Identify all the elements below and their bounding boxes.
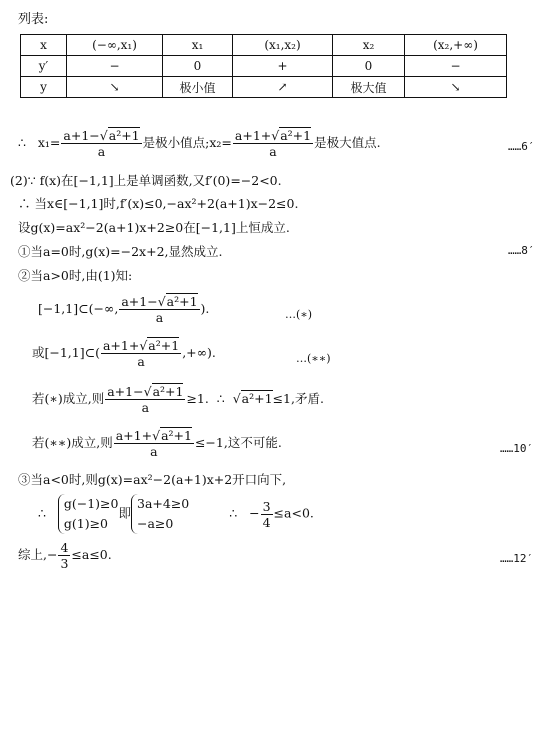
- table-cell: x: [21, 35, 67, 56]
- table-cell: +: [233, 56, 333, 77]
- system-right-eq1: 3a+4≥0: [137, 496, 190, 511]
- conclusion-pre: −: [249, 505, 260, 521]
- case2-line: ②当a>0时,由(1)知:: [18, 268, 133, 283]
- x2-fraction: $\frac{\text{a+1+√a²+1}}{a}$: [234, 128, 312, 159]
- system-right: [131, 494, 189, 534]
- if2-radicand: a²+1: [161, 428, 192, 443]
- table-cell: 极大值: [333, 77, 405, 98]
- table-cell: (x₂,+∞): [405, 35, 507, 56]
- table-cell: 0: [333, 56, 405, 77]
- table-cell: y′: [21, 56, 67, 77]
- conclusion-fraction: [261, 499, 273, 530]
- case3-line: ③当a<0时,则g(x)=ax²−2(a+1)x+2开口向下,: [18, 472, 287, 487]
- subset2-line: [32, 338, 216, 369]
- subset2-post: ,+∞).: [182, 345, 216, 360]
- x1-text: 是极小值点;x₂=: [142, 135, 232, 150]
- if2-line: [32, 428, 282, 459]
- subset2-fraction: $\frac{\text{a+1+√a²+1}}{a}$: [102, 338, 180, 369]
- x1-radicand: a²+1: [108, 128, 140, 143]
- subset2-pre: 或[−1,1]⊂(: [32, 345, 100, 360]
- table-header-row: [21, 35, 507, 56]
- x1-denominator: a: [97, 144, 106, 159]
- table-cell: −: [405, 56, 507, 77]
- table-cell: −: [67, 56, 163, 77]
- if1-rad: a²+1: [241, 391, 273, 406]
- system-mid: 即: [118, 505, 131, 521]
- table-cell: (−∞,x₁): [67, 35, 163, 56]
- if2-numerator: a+1+: [115, 428, 153, 443]
- condition-line: ∴ 当x∈[−1,1]时,f′(x)≤0,−ax²+2(a+1)x−2≤0.: [18, 196, 299, 211]
- score-6: ……6′: [508, 140, 535, 153]
- x1-lhs: x₁=: [37, 135, 61, 150]
- table-cell: x₁: [163, 35, 233, 56]
- if2-fraction: $\frac{\text{a+1+√a²+1}}{a}$: [115, 428, 192, 459]
- summary-numerator: 4: [60, 540, 69, 555]
- table-row: [21, 56, 507, 77]
- score-10: ……10′: [500, 442, 534, 455]
- subset2-tag: …(∗∗): [296, 352, 331, 365]
- x1-fraction: $\frac{\text{a+1−√a²+1}}{a}$: [63, 128, 140, 159]
- subset1-post: ).: [200, 301, 210, 316]
- summary-pre: 综上,−: [18, 547, 58, 562]
- if2-post: ≤−1,这不可能.: [194, 435, 282, 450]
- table-cell: 0: [163, 56, 233, 77]
- x2-text: 是极大值点.: [314, 135, 381, 150]
- case1-line: ①当a=0时,g(x)=−2x+2,显然成立.: [18, 244, 223, 259]
- decreasing-arrow-icon: ↘: [67, 77, 163, 98]
- setup-line: 设g(x)=ax²−2(a+1)x+2≥0在[−1,1]上恒成立.: [18, 220, 290, 235]
- summary-fraction: [58, 540, 70, 571]
- if1-pre: 若(∗)成立,则: [32, 391, 105, 406]
- subset1-tag: …(∗): [285, 308, 313, 321]
- if1-denominator: a: [141, 400, 150, 415]
- x1-numerator: a+1−: [63, 128, 100, 143]
- score-12: ……12′: [500, 552, 534, 565]
- subset1-denominator: a: [155, 310, 164, 325]
- system-left-eq1: g(−1)≥0: [63, 496, 119, 511]
- system-right-eq2: −a≥0: [137, 516, 174, 531]
- subset2-radicand: a²+1: [148, 338, 180, 353]
- x2-radicand: a²+1: [280, 128, 312, 143]
- conclusion-numerator: 3: [262, 498, 271, 514]
- variation-table: [20, 34, 507, 98]
- if1-post: ≥1. ∴: [186, 391, 233, 406]
- if1-line: 若(∗)成立,则 $\frac{\text{a+1−√a²+1}}{a}$ ≥1. ∴ √a²+1≤1,矛盾.: [32, 384, 324, 415]
- if2-pre: 若(∗∗)成立,则: [32, 435, 113, 450]
- part2-line: (2)∵ f(x)在[−1,1]上是单调函数,又f′(0)=−2<0.: [10, 173, 282, 188]
- decreasing-arrow-icon: ↘: [405, 77, 507, 98]
- system-left: [58, 494, 119, 534]
- table-cell: y: [21, 77, 67, 98]
- subset2-numerator: a+1+: [102, 338, 140, 353]
- conclusion-denominator: 4: [262, 514, 271, 530]
- subset2-denominator: a: [137, 354, 145, 369]
- score-8: ……8′: [508, 244, 535, 257]
- therefore-symbol: ∴: [38, 505, 46, 521]
- if1-radicand: a²+1: [152, 384, 184, 399]
- table-cell: (x₁,x₂): [233, 35, 333, 56]
- table-cell: 极小值: [163, 77, 233, 98]
- system-left-eq2: g(1)≥0: [63, 516, 109, 531]
- table-row: [21, 77, 507, 98]
- x2-numerator: a+1+: [234, 128, 272, 143]
- if1-tail: ≤1,矛盾.: [272, 391, 324, 406]
- subset1-fraction: $\frac{\text{a+1−√a²+1}}{a}$: [121, 294, 198, 325]
- if1-fraction: $\frac{\text{a+1−√a²+1}}{a}$: [107, 384, 184, 415]
- extrema-line: [18, 128, 381, 159]
- table-cell: x₂: [333, 35, 405, 56]
- x2-denominator: a: [269, 144, 277, 159]
- therefore-symbol: ∴: [18, 135, 26, 150]
- summary-denominator: 3: [60, 556, 69, 571]
- subset1-numerator: a+1−: [121, 294, 158, 309]
- subset1-line: [38, 294, 209, 325]
- if1-numerator: a+1−: [107, 384, 144, 399]
- increasing-arrow-icon: ↗: [233, 77, 333, 98]
- conclusion-post: ≤a<0.: [273, 505, 314, 521]
- heading: 列表:: [18, 12, 49, 27]
- therefore-symbol: ∴: [229, 505, 238, 521]
- system-line: [38, 494, 314, 534]
- subset1-pre: [−1,1]⊂(−∞,: [38, 301, 119, 316]
- if2-denominator: a: [150, 444, 158, 459]
- subset1-radicand: a²+1: [166, 294, 198, 309]
- summary-post: ≤a≤0.: [71, 547, 112, 562]
- summary-line: [18, 540, 112, 571]
